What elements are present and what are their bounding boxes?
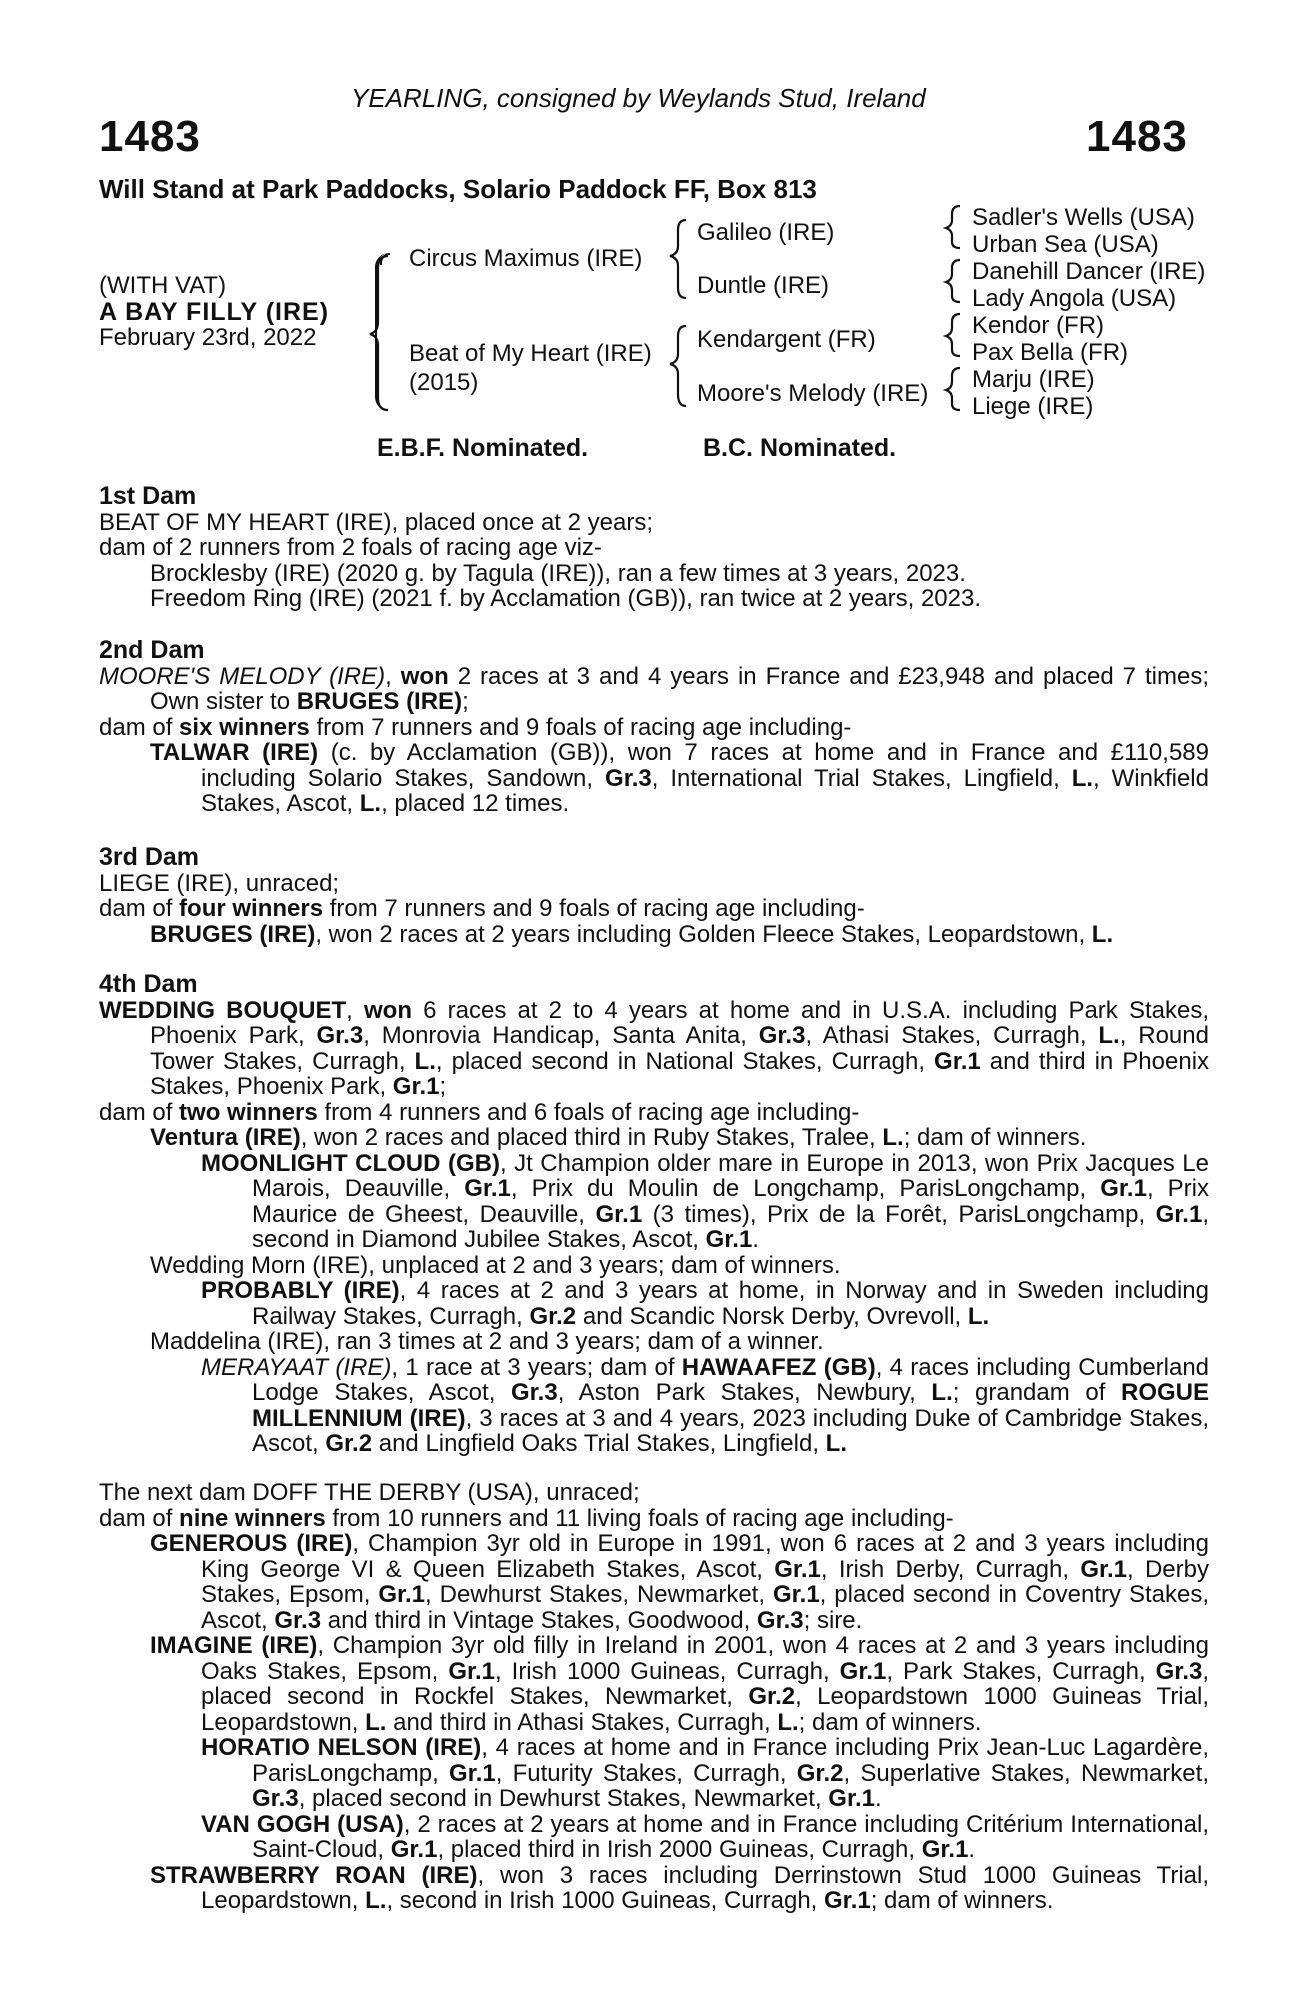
fourth-dam-title: 4th Dam — [99, 970, 198, 998]
pedigree-sdd: Lady Angola (USA) — [972, 285, 1177, 312]
prob-text2: and Scandic Norsk Derby, Ovrevoll, — [576, 1302, 968, 1330]
foaling-date: February 23rd, 2022 — [99, 324, 317, 351]
grade-badge: Gr.1 — [1080, 1555, 1128, 1583]
pedigree-ddd: Liege (IRE) — [972, 393, 1094, 420]
img-text2: , Irish 1000 Guineas, Curragh, — [495, 1657, 840, 1685]
listed-badge: L. — [365, 1887, 387, 1914]
mer-text3: , Aston Park Stakes, Newbury, — [557, 1379, 932, 1406]
grade-badge: Gr.2 — [529, 1302, 577, 1330]
mc-text1: , Jt Champion older mare in Europe in 2013, won Prix Jacques Le Marois, Deauville, — [252, 1149, 1210, 1202]
first-dam-produce-line: dam of 2 runners from 2 foals of racing age viz- — [99, 534, 602, 561]
grade-badge: Gr.3 — [252, 1785, 299, 1812]
third-dam-line: LIEGE (IRE), unraced; — [99, 869, 340, 897]
str-text2: , second in Irish 1000 Guineas, Curragh, — [386, 1887, 825, 1914]
produce-wedding-morn: Wedding Morn (IRE), unplaced at 2 and 3 years; dam of winners. — [150, 1251, 841, 1279]
gen-text7: ; sire. — [803, 1606, 863, 1634]
grade-badge: Gr.1 — [1100, 1175, 1147, 1202]
mer-text2: , 4 races including Cumberland Lodge Stakes, Ascot, — [252, 1353, 1210, 1406]
wb-text: 6 races at 2 to 4 years at home and in U.S.A. including Park Stakes, Phoenix Park, — [150, 996, 1209, 1049]
bc-nominated: B.C. Nominated. — [703, 434, 897, 462]
ventura-text: , won 2 races and placed third in Ruby Stakes, Tralee, — [300, 1124, 883, 1151]
pedigree-sds: Danehill Dancer (IRE) — [972, 258, 1206, 285]
second-dam-title: 2nd Dam — [99, 636, 205, 664]
stand-location: Will Stand at Park Paddocks, Solario Paddock FF, Box 813 — [99, 174, 817, 204]
produce-merayaat — [99, 1355, 1209, 1457]
grade-badge: Gr.1 — [378, 1581, 426, 1608]
third-dam-produce — [99, 896, 1209, 922]
next-dam-section — [99, 1480, 1209, 1914]
mer-text1: , 1 race at 3 years; dam of — [391, 1353, 682, 1381]
winners-count: nine winners — [179, 1504, 326, 1532]
pedigree-dam-year: (2015) — [409, 369, 479, 396]
second-dam-text: 2 races at 3 and 4 years in France and £23,948 and placed 7 times; Own sister to — [150, 662, 1209, 715]
winners-count: four winners — [179, 895, 324, 922]
hawaafez-name: HAWAAFEZ (GB) — [681, 1353, 876, 1381]
listed-badge: L. — [777, 1708, 799, 1736]
second-dam-section — [99, 638, 1209, 817]
mc-text3: , Prix Maurice de Gheest, Deauville, — [252, 1175, 1210, 1228]
gen-text2: , Irish Derby, Curragh, — [820, 1555, 1081, 1583]
bruges-text: , won 2 races at 2 years including Golden Fleece Stakes, Leopardstown, — [315, 920, 1092, 948]
mer-text6: and Lingfield Oaks Trial Stakes, Lingfield, — [372, 1430, 826, 1457]
grade-badge: Gr.1 — [934, 1047, 981, 1075]
prob-text1: , 4 races at 2 and 3 years at home, in Norway and in Sweden including Railway Stakes, Curragh, — [252, 1277, 1209, 1330]
wb-text3: , Athasi Stakes, Curragh, — [805, 1022, 1099, 1049]
produce-text: dam of — [99, 895, 180, 922]
ventura-text-end: ; dam of winners. — [903, 1124, 1087, 1151]
grade-badge: Gr.3 — [316, 1022, 364, 1049]
second-dam-name: MOORE'S MELODY (IRE) — [99, 662, 386, 690]
pedigree-sire-sire: Galileo (IRE) — [697, 219, 835, 246]
grade-badge: Gr.1 — [464, 1175, 511, 1202]
listed-badge: L. — [967, 1302, 990, 1330]
grade-badge: Gr.3 — [274, 1606, 322, 1634]
wb-text5: , placed second in National Stakes, Curragh, — [435, 1047, 935, 1075]
talwar-text3: , Winkfield Stakes, Ascot, — [201, 764, 1209, 817]
gen-text3: , Derby Stakes, Epsom, — [201, 1555, 1209, 1608]
grade-badge: Gr.2 — [796, 1759, 844, 1787]
grade-badge: Gr.1 — [449, 1759, 496, 1787]
grade-badge: Gr.1 — [392, 1073, 440, 1100]
fourth-dam-section — [99, 972, 1209, 1457]
mc-text5: , second in Diamond Jubilee Stakes, Ascot, — [252, 1200, 1209, 1253]
produce-freedom-ring: Freedom Ring (IRE) (2021 f. by Acclamation (GB)), ran twice at 2 years, 2023. — [150, 585, 981, 612]
mc-text6: . — [752, 1226, 759, 1253]
second-dam-record: MOORE'S MELODY (IRE), won 2 races at 3 and 4 years in France and £23,948 and placed 7 times; Own sister to BRUGES (IRE); — [99, 662, 1209, 715]
pedigree-dam-sire: Kendargent (FR) — [697, 326, 876, 353]
gen-text1: , Champion 3yr old in Europe in 1991, won 6 races at 2 and 3 years including King George VI & Queen Elizabeth Stakes, Ascot, — [201, 1530, 1209, 1583]
strawberry-roan-name: STRAWBERRY ROAN (IRE) — [150, 1861, 478, 1889]
produce-generous — [99, 1531, 1209, 1633]
pedigree-dss: Kendor (FR) — [972, 312, 1105, 339]
listed-badge: L. — [414, 1047, 436, 1075]
gen-text6: and third in Vintage Stakes, Goodwood, — [321, 1606, 757, 1634]
pedigree-sss: Sadler's Wells (USA) — [972, 204, 1195, 231]
grade-badge: Gr.1 — [705, 1226, 753, 1253]
img-text1: , Champion 3yr old filly in Ireland in 2001, won 4 races at 2 and 3 years including Oaks Stakes, Epsom, — [201, 1632, 1210, 1685]
str-text3: ; dam of winners. — [870, 1887, 1054, 1914]
pedigree-dam: Beat of My Heart (IRE) — [409, 340, 652, 367]
moonlight-cloud-name: MOONLIGHT CLOUD (GB) — [201, 1149, 500, 1177]
mer-text5: , 3 races at 3 and 4 years, 2023 including Duke of Cambridge Stakes, Ascot, — [252, 1404, 1209, 1457]
winners-count: six winners — [179, 713, 310, 741]
pedigree-dsd: Pax Bella (FR) — [972, 339, 1129, 366]
lot-number-right: 1483 — [1086, 112, 1188, 161]
produce-text: dam of — [99, 1098, 180, 1126]
pedigree-dds: Marju (IRE) — [972, 366, 1095, 393]
grade-badge: Gr.3 — [758, 1022, 806, 1049]
sister-name: BRUGES (IRE) — [296, 688, 463, 715]
second-dam-produce — [99, 715, 1209, 741]
produce-text: dam of — [99, 1504, 180, 1532]
consigned-line: YEARLING, consigned by Weylands Stud, Ireland — [351, 83, 926, 113]
vg-text2: , placed third in Irish 2000 Guineas, Curragh, — [437, 1836, 922, 1863]
vg-text3: . — [968, 1836, 976, 1863]
produce-talwar — [99, 740, 1209, 817]
next-dam-produce — [99, 1506, 1209, 1532]
merayaat-name: MERAYAAT (IRE) — [201, 1353, 392, 1381]
img-text4: , placed second in Rockfel Stakes, Newmarket, — [201, 1657, 1210, 1710]
grade-badge: Gr.1 — [390, 1836, 438, 1863]
produce-text: dam of — [99, 713, 180, 741]
grade-badge: Gr.1 — [774, 1555, 821, 1583]
probably-name: PROBABLY (IRE) — [201, 1277, 400, 1304]
grade-badge: Gr.3 — [1155, 1657, 1203, 1685]
wb-text6: and third in Phoenix Stakes, Phoenix Park, — [150, 1047, 1210, 1100]
listed-badge: L. — [825, 1430, 847, 1457]
listed-badge: L. — [1091, 920, 1114, 948]
produce-moonlight-cloud — [99, 1151, 1209, 1253]
first-dam-line: BEAT OF MY HEART (IRE), placed once at 2 years; — [99, 508, 653, 536]
grade-badge: Gr.3 — [510, 1379, 558, 1406]
grade-badge: Gr.1 — [595, 1200, 643, 1228]
img-text5: , Leopardstown 1000 Guineas Trial, Leopardstown, — [201, 1683, 1209, 1736]
talwar-text2: , International Trial Stakes, Lingfield, — [651, 764, 1072, 792]
winners-count: two winners — [179, 1098, 318, 1126]
listed-badge: L. — [1071, 764, 1094, 792]
horse-name: A BAY FILLY (IRE) — [99, 298, 330, 326]
produce-strawberry-roan — [99, 1863, 1209, 1914]
wedding-bouquet-name: WEDDING BOUQUET — [99, 996, 347, 1024]
produce-brocklesby: Brocklesby (IRE) (2020 g. by Tagula (IRE)), ran a few times at 3 years, 2023. — [150, 559, 966, 587]
produce-imagine — [99, 1633, 1209, 1735]
produce-text-end: from 10 runners and 11 living foals of racing age including- — [325, 1504, 954, 1532]
first-dam-section — [99, 484, 1209, 612]
grade-badge: Gr.1 — [839, 1657, 887, 1685]
hor-text3: , Superlative Stakes, Newmarket, — [843, 1759, 1209, 1787]
pedigree-ssd: Urban Sea (USA) — [972, 231, 1159, 258]
won-word: won — [400, 662, 449, 690]
grade-badge: Gr.1 — [772, 1581, 820, 1608]
mer-text4: ; grandam of — [952, 1379, 1121, 1406]
ebf-nominated: E.B.F. Nominated. — [377, 434, 589, 462]
produce-text-end: from 7 runners and 9 foals of racing age including- — [323, 895, 865, 922]
pedigree-dam-dam: Moore's Melody (IRE) — [697, 380, 929, 407]
third-dam-section — [99, 845, 1209, 947]
grade-badge: Gr.1 — [921, 1836, 969, 1863]
vg-text1: , 2 races at 2 years at home and in France including Critérium International, Saint-Cloud, — [252, 1810, 1209, 1863]
str-text1: , won 3 races including Derrinstown Stud 1000 Guineas Trial, Leopardstown, — [201, 1861, 1209, 1914]
won-word: won — [363, 996, 412, 1024]
bruges-name: BRUGES (IRE) — [150, 920, 316, 948]
produce-text-end: from 4 runners and 6 foals of racing age including- — [317, 1098, 860, 1126]
rogue-millennium-name: ROGUE MILLENNIUM (IRE) — [252, 1379, 1209, 1432]
hor-text1: , 4 races at home and in France including Prix Jean-Luc Lagardère, ParisLongchamp, — [252, 1734, 1210, 1787]
gen-text4: , Dewhurst Stakes, Newmarket, — [425, 1581, 773, 1608]
second-dam-text-end: ; — [462, 688, 469, 715]
produce-van-gogh — [99, 1812, 1209, 1863]
first-dam-title: 1st Dam — [99, 482, 197, 510]
gen-text5: , placed second in Coventry Stakes, Ascot, — [201, 1581, 1209, 1634]
hor-text4: , placed second in Dewhurst Stakes, Newmarket, — [298, 1785, 829, 1812]
fourth-dam-record: WEDDING BOUQUET, won 6 races at 2 to 4 years at home and in U.S.A. including Park Stakes, Phoenix Park, Gr.3, Monrovia Handicap, Santa Anita, Gr.3, Athasi Stakes, Curragh, L., Round Tower Stakes, Curragh, L., placed second in National Stakes, Curragh, Gr.1 and third in Phoenix Stakes, Phoenix Park, Gr.1; — [99, 996, 1210, 1100]
hor-text2: , Futurity Stakes, Curragh, — [495, 1759, 797, 1787]
pedigree-sire: Circus Maximus (IRE) — [409, 245, 643, 272]
img-text7: ; dam of winners. — [798, 1708, 982, 1736]
talwar-text4: , placed 12 times. — [381, 790, 570, 817]
talwar-text: (c. by Acclamation (GB)), won 7 races at home and in France and £110,589 including Solario Stakes, Sandown, — [201, 739, 1209, 792]
listed-badge: L. — [359, 790, 382, 817]
img-text6: and third in Athasi Stakes, Curragh, — [386, 1708, 778, 1736]
talwar-name: TALWAR (IRE) — [150, 739, 319, 766]
grade-badge: Gr.3 — [756, 1606, 804, 1634]
van-gogh-name: VAN GOGH (USA) — [201, 1810, 404, 1838]
grade-badge: Gr.3 — [605, 764, 652, 792]
mc-text2: , Prix du Moulin de Longchamp, ParisLongchamp, — [510, 1175, 1101, 1202]
pedigree-sire-dam: Duntle (IRE) — [697, 272, 830, 299]
vat-note: (WITH VAT) — [99, 272, 227, 299]
wb-text7: ; — [439, 1073, 447, 1100]
produce-probably — [99, 1278, 1209, 1329]
listed-badge: L. — [931, 1379, 953, 1406]
lot-number-left: 1483 — [99, 112, 201, 161]
grade-badge: Gr.2 — [325, 1430, 373, 1457]
horatio-nelson-name: HORATIO NELSON (IRE) — [201, 1734, 482, 1761]
grade-badge: Gr.1 — [828, 1785, 875, 1812]
wb-text2: , Monrovia Handicap, Santa Anita, — [363, 1022, 759, 1049]
grade-badge: Gr.2 — [748, 1683, 796, 1710]
img-text3: , Park Stakes, Curragh, — [886, 1657, 1156, 1685]
hor-text5: . — [874, 1785, 882, 1812]
ventura-name: Ventura (IRE) — [150, 1124, 301, 1151]
produce-ventura — [99, 1125, 1209, 1151]
grade-badge: Gr.1 — [448, 1657, 496, 1685]
grade-badge: Gr.1 — [824, 1887, 871, 1914]
imagine-name: IMAGINE (IRE) — [150, 1632, 318, 1659]
grade-badge: Gr.1 — [1155, 1200, 1203, 1228]
generous-name: GENEROUS (IRE) — [150, 1530, 353, 1557]
listed-badge: L. — [1098, 1022, 1120, 1049]
wb-text4: , Round Tower Stakes, Curragh, — [150, 1022, 1209, 1075]
mc-text4: (3 times), Prix de la Forêt, ParisLongchamp, — [642, 1200, 1156, 1228]
next-dam-line: The next dam DOFF THE DERBY (USA), unraced; — [99, 1479, 640, 1506]
produce-bruges — [99, 922, 1209, 948]
listed-badge: L. — [882, 1124, 904, 1151]
third-dam-title: 3rd Dam — [99, 843, 200, 871]
fourth-dam-produce — [99, 1100, 1209, 1126]
listed-badge: L. — [365, 1708, 387, 1736]
produce-text-end: from 7 runners and 9 foals of racing age including- — [309, 713, 852, 741]
produce-maddelina: Maddelina (IRE), ran 3 times at 2 and 3 years; dam of a winner. — [150, 1328, 824, 1355]
produce-horatio-nelson — [99, 1735, 1209, 1812]
